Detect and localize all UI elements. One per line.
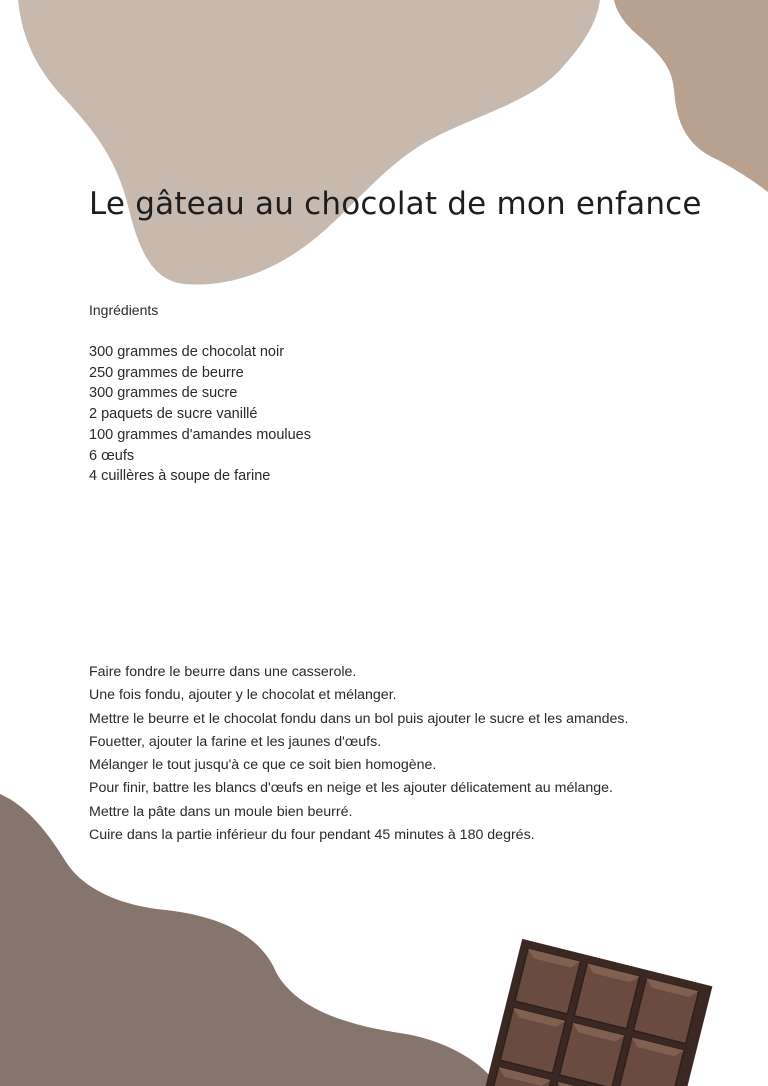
instruction-step: Une fois fondu, ajouter y le chocolat et mélanger. [89,687,397,704]
instruction-step: Mettre la pâte dans un moule bien beurré. [89,803,353,820]
ingredient-item: 300 grammes de sucre [89,385,238,402]
chocolate-bar-icon [463,939,712,1086]
top-blob [18,0,600,285]
top-right-blob [614,0,768,192]
instructions-list [89,661,628,847]
instruction-step: Mélanger le tout jusqu'à ce que ce soit bien homogène. [89,757,437,774]
instruction-step: Fouetter, ajouter la farine et les jaunes d'œufs. [89,733,382,750]
ingredient-item: 300 grammes de chocolat noir [89,344,285,360]
page-title: Le gâteau au chocolat de mon enfance [89,186,702,222]
instruction-step: Faire fondre le beurre dans une casserole. [89,664,357,680]
ingredient-item: 4 cuillères à soupe de farine [89,468,271,485]
instruction-step: Pour finir, battre les blancs d'œufs en neige et les ajouter délicatement au mélange. [89,780,614,797]
ingredient-item: 2 paquets de sucre vanillé [89,406,258,423]
instruction-step: Cuire dans la partie inférieur du four pendant 45 minutes à 180 degrés. [89,827,535,844]
ingredients-list [89,342,311,487]
ingredient-item: 100 grammes d'amandes moulues [89,426,311,443]
ingredient-item: 250 grammes de beurre [89,364,244,381]
ingredients-heading: Ingrédients [89,302,159,318]
instruction-step: Mettre le beurre et le chocolat fondu dans un bol puis ajouter le sucre et les amandes. [89,710,629,727]
ingredient-item: 6 œufs [89,447,135,464]
